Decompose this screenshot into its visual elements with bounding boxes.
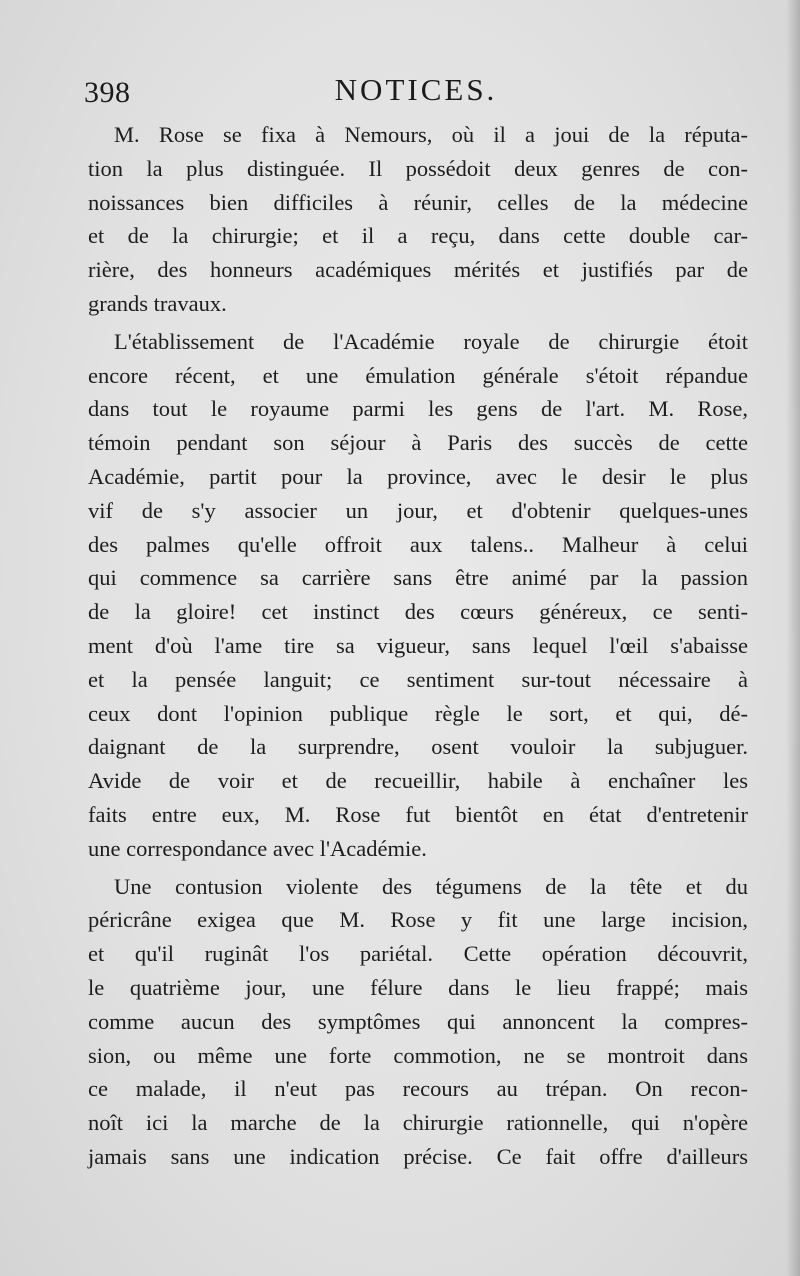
text-line: vif de s'y associer un jour, et d'obtenir quelques-unes [88, 497, 748, 523]
text-line: tion la plus distinguée. Il possédoit deux genres de con- [88, 155, 748, 181]
text-line: et qu'il ruginât l'os pariétal. Cette opération découvrit, [88, 941, 748, 967]
text-line: comme aucun des symptômes qui annoncent la compres- [88, 1008, 748, 1034]
text-line: de la gloire! cet instinct des cœurs généreux, ce senti- [88, 599, 748, 625]
text-line: L'établissement de l'Académie royale de chirurgie étoit [114, 328, 748, 354]
body-text [88, 118, 748, 1174]
text-line: ce malade, il n'eut pas recours au trépan. On recon- [88, 1076, 748, 1102]
page-edge-shadow [786, 0, 800, 1276]
text-line: ment d'où l'ame tire sa vigueur, sans lequel l'œil s'abaisse [88, 632, 748, 658]
text-line: des palmes qu'elle offroit aux talens.. Malheur à celui [88, 531, 748, 557]
text-line: témoin pendant son séjour à Paris des succès de cette [88, 430, 748, 456]
paragraph [88, 325, 748, 866]
page-header [84, 68, 748, 112]
text-line: Avide de voir et de recueillir, habile à enchaîner les [88, 768, 748, 794]
text-line: le quatrième jour, une félure dans le lieu frappé; mais [88, 974, 748, 1000]
text-line: faits entre eux, M. Rose fut bientôt en état d'entretenir [88, 801, 748, 827]
text-line: daignant de la surprendre, osent vouloir la subjuguer. [88, 734, 748, 760]
page-number: 398 [84, 76, 131, 109]
text-line: grands travaux. [88, 290, 227, 316]
text-line: péricrâne exigea que M. Rose y fit une large incision, [88, 907, 748, 933]
text-line: rière, des honneurs académiques mérités et justifiés par de [88, 257, 748, 283]
text-line: noît ici la marche de la chirurgie rationnelle, qui n'opère [88, 1110, 748, 1136]
text-line: qui commence sa carrière sans être animé par la passion [88, 565, 748, 591]
text-line: jamais sans une indication précise. Ce fait offre d'ailleurs [88, 1143, 748, 1169]
text-line: et la pensée languit; ce sentiment sur-tout nécessaire à [88, 666, 748, 692]
text-line: ceux dont l'opinion publique règle le sort, et qui, dé- [88, 700, 748, 726]
text-line: Académie, partit pour la province, avec le desir le plus [88, 463, 748, 489]
text-line: une correspondance avec l'Académie. [88, 835, 427, 861]
text-line: noissances bien difficiles à réunir, celles de la médecine [88, 189, 748, 215]
text-line: sion, ou même une forte commotion, ne se montroit dans [88, 1042, 748, 1068]
text-line: et de la chirurgie; et il a reçu, dans cette double car- [88, 223, 748, 249]
text-line: encore récent, et une émulation générale s'étoit répandue [88, 362, 748, 388]
running-head: NOTICES. [334, 72, 498, 107]
text-line: Une contusion violente des tégumens de la tête et du [114, 873, 748, 899]
text-line: M. Rose se fixa à Nemours, où il a joui de la réputa- [114, 122, 748, 147]
paragraph [88, 870, 748, 1174]
paragraph [88, 118, 748, 321]
text-line: dans tout le royaume parmi les gens de l'art. M. Rose, [88, 396, 748, 422]
